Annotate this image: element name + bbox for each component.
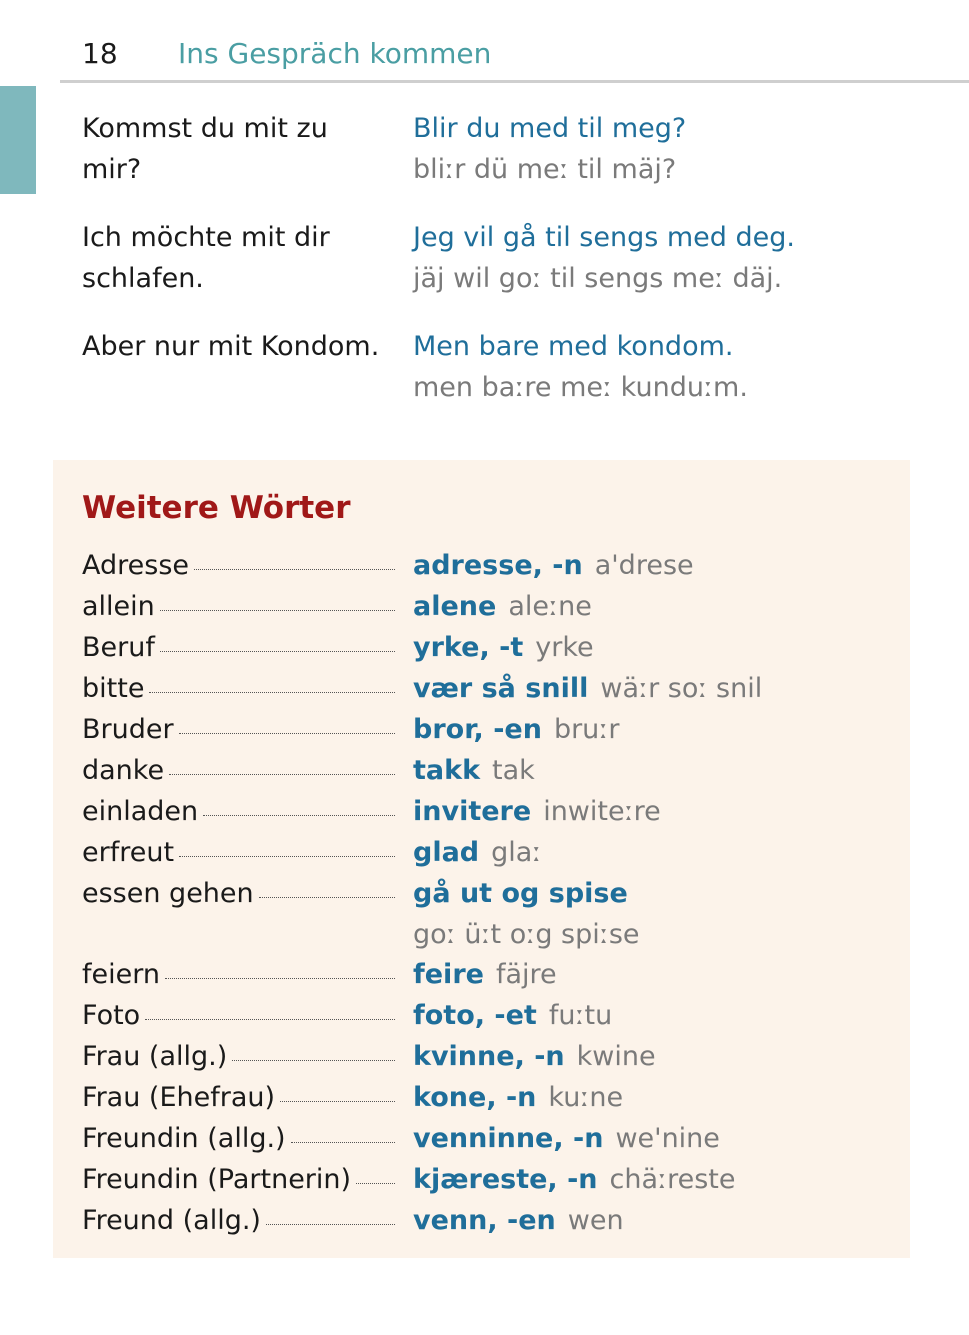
norwegian-word: bror, -en [413, 714, 542, 745]
dotted-leader [179, 855, 395, 857]
vocabulary-row [82, 1036, 892, 1077]
dotted-leader [165, 977, 395, 979]
norwegian-word: foto, -et [413, 1000, 537, 1031]
pronunciation: bruːr [553, 714, 620, 745]
vocabulary-title: Weitere Wörter [82, 490, 351, 526]
norwegian-phrase: Blir du med til meg? [413, 113, 687, 144]
vocabulary-list [82, 545, 892, 1241]
german-word: Freundin (Partnerin) [82, 1164, 352, 1195]
page-number: 18 [82, 37, 118, 70]
norwegian-word: yrke, -t [413, 632, 524, 663]
german-word: Beruf [82, 632, 155, 663]
vocabulary-row [82, 954, 892, 995]
dotted-leader [169, 773, 395, 775]
pronunciation: chäːreste [609, 1164, 736, 1195]
page-header [0, 0, 969, 82]
pronunciation: men baːre meː kunduːm. [413, 372, 748, 403]
german-word: Frau (Ehefrau) [82, 1082, 276, 1113]
pronunciation: kwine [576, 1041, 656, 1072]
phrase-list [82, 108, 942, 435]
vocabulary-row [82, 1200, 892, 1241]
pronunciation: aleːne [508, 591, 592, 622]
pronunciation: bliːr dü meː til mäj? [413, 154, 677, 185]
vocabulary-row [82, 586, 892, 627]
norwegian-word: venn, -en [413, 1205, 556, 1236]
dotted-leader [145, 1018, 395, 1020]
norwegian-word: kjæreste, -n [413, 1164, 598, 1195]
pronunciation: jäj wil goː til sengs meː däj. [413, 263, 783, 294]
dotted-leader [280, 1100, 395, 1102]
vocabulary-row [82, 995, 892, 1036]
pronunciation: tak [492, 755, 535, 786]
vocabulary-row [82, 545, 892, 586]
norwegian-phrase: Men bare med kondom. [413, 331, 734, 362]
norwegian-word: gå ut og spise [413, 878, 628, 909]
norwegian-word: invitere [413, 796, 532, 827]
norwegian-word: adresse, -n [413, 550, 583, 581]
dotted-leader [194, 568, 395, 570]
dotted-leader [160, 650, 395, 652]
german-word: Frau (allg.) [82, 1041, 228, 1072]
vocabulary-row [82, 1159, 892, 1200]
norwegian-word: feire [413, 959, 484, 990]
german-phrase: Aber nur mit Kondom. [82, 331, 380, 362]
dotted-leader [356, 1182, 395, 1184]
norwegian-phrase: Jeg vil gå til sengs med deg. [413, 222, 795, 253]
dotted-leader [259, 896, 395, 898]
pronunciation: yrke [535, 632, 594, 663]
pronunciation: inwiteːre [543, 796, 661, 827]
pronunciation: wäːr soː snil [600, 673, 763, 704]
norwegian-word: alene [413, 591, 497, 622]
section-title: Ins Gespräch kommen [178, 37, 492, 70]
dotted-leader [232, 1059, 395, 1061]
phrase-item [82, 326, 942, 435]
vocabulary-row [82, 791, 892, 832]
phrase-item [82, 108, 942, 217]
vocabulary-row [82, 1118, 892, 1159]
dotted-leader [149, 691, 395, 693]
dotted-leader [179, 732, 395, 734]
dotted-leader [266, 1223, 395, 1225]
dotted-leader [291, 1141, 395, 1143]
pronunciation: we'nine [615, 1123, 720, 1154]
german-word: erfreut [82, 837, 175, 868]
german-word: Freund (allg.) [82, 1205, 261, 1236]
chapter-tab [0, 86, 36, 194]
norwegian-word: glad [413, 837, 480, 868]
dotted-leader [160, 609, 395, 611]
vocabulary-row [82, 832, 892, 873]
dotted-leader [203, 814, 395, 816]
norwegian-word: venninne, -n [413, 1123, 604, 1154]
german-word: Foto [82, 1000, 141, 1031]
german-phrase: Ich möchte mit dir schlafen. [82, 222, 330, 294]
pronunciation: goː üːt oːg spiːse [413, 919, 640, 950]
german-phrase: Kommst du mit zu mir? [82, 113, 328, 185]
pronunciation: fäjre [495, 959, 557, 990]
german-word: allein [82, 591, 155, 622]
pronunciation: glaː [491, 837, 542, 868]
norwegian-word: takk [413, 755, 481, 786]
vocabulary-row [82, 750, 892, 791]
german-word: essen gehen [82, 878, 254, 909]
norwegian-word: kvinne, -n [413, 1041, 565, 1072]
vocabulary-row [82, 709, 892, 750]
german-word: Bruder [82, 714, 174, 745]
german-word: danke [82, 755, 165, 786]
vocabulary-box [53, 460, 910, 1258]
pronunciation: fuːtu [548, 1000, 613, 1031]
vocabulary-row [82, 627, 892, 668]
german-word: bitte [82, 673, 145, 704]
german-word: feiern [82, 959, 160, 990]
vocabulary-row [82, 1077, 892, 1118]
pronunciation: wen [567, 1205, 624, 1236]
pronunciation: a'drese [594, 550, 694, 581]
header-divider [60, 80, 969, 83]
german-word: Freundin (allg.) [82, 1123, 286, 1154]
phrase-item [82, 217, 942, 326]
pronunciation: kuːne [548, 1082, 624, 1113]
german-word: Adresse [82, 550, 189, 581]
vocabulary-row [82, 668, 892, 709]
german-word: einladen [82, 796, 199, 827]
norwegian-word: vær så snill [413, 673, 589, 704]
norwegian-word: kone, -n [413, 1082, 537, 1113]
vocabulary-row [82, 873, 892, 954]
